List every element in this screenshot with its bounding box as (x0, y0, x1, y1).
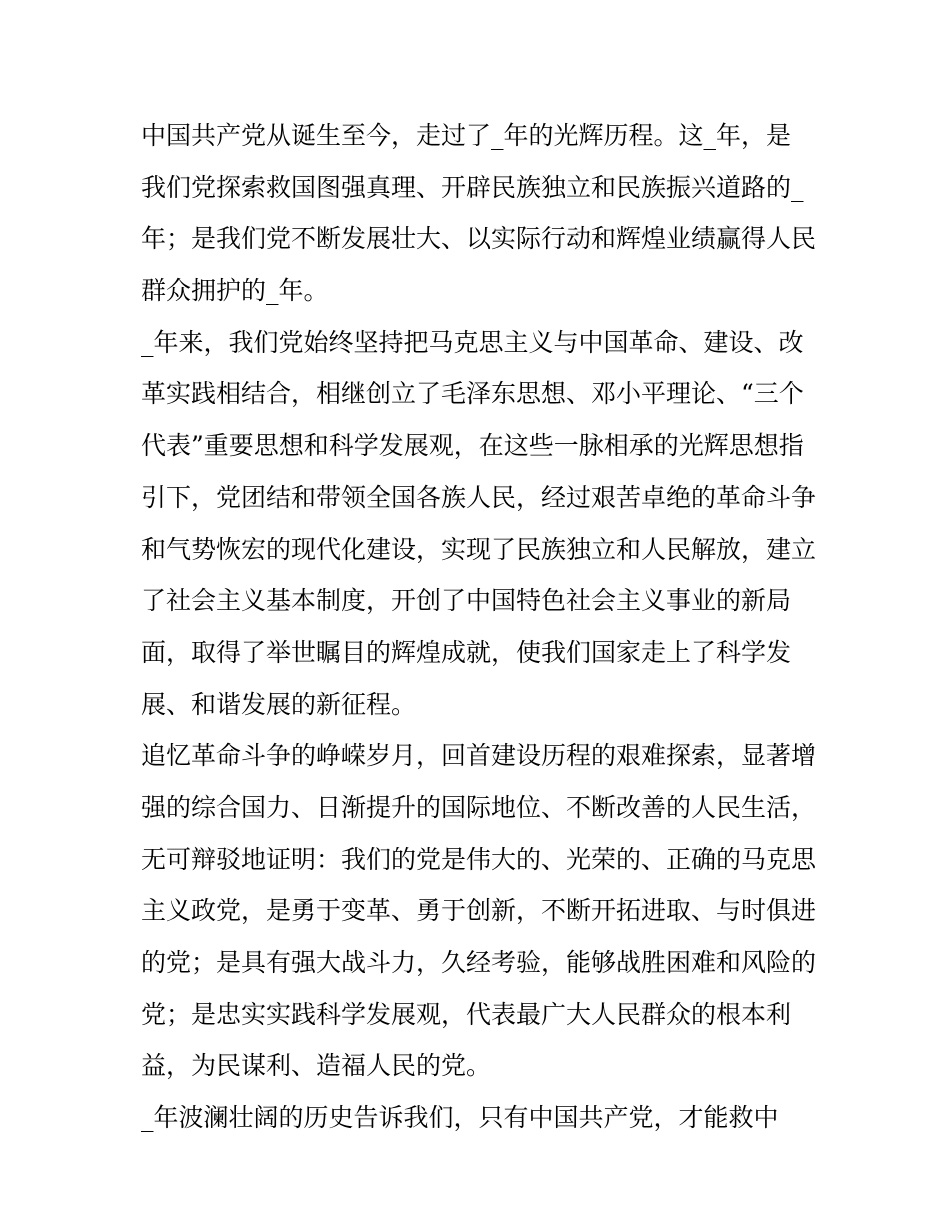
paragraph-2 (141, 317, 821, 731)
paragraph-line: _年来，我们党始终坚持把马克思主义与中国革命、建设、改 (141, 327, 804, 357)
paragraph-4 (141, 1092, 821, 1144)
paragraph-line: 我们党探索救国图强真理、开辟民族独立和民族振兴道路的_ (141, 172, 804, 202)
paragraph-line: 追忆革命斗争的峥嵘岁月，回首建设历程的艰难探索，显著增 (141, 741, 817, 771)
document-body (141, 110, 821, 1144)
paragraph-line: 无可辩驳地证明：我们的党是伟大的、光荣的、正确的马克思 (141, 844, 817, 874)
paragraph-line: 群众拥护的_年。 (141, 276, 329, 306)
paragraph-line: 中国共产党从诞生至今，走过了_年的光辉历程。这_年，是 (141, 121, 792, 150)
paragraph-line: 面，取得了举世瞩目的辉煌成就，使我们国家走上了科学发 (141, 637, 792, 667)
paragraph-line: 的党；是具有强大战斗力，久经考验，能够战胜困难和风险的 (141, 948, 817, 977)
paragraph-3 (141, 730, 821, 1092)
paragraph-line: 和气势恢宏的现代化建设，实现了民族独立和人民解放，建立 (141, 534, 817, 564)
paragraph-line: 展、和谐发展的新征程。 (141, 689, 417, 719)
paragraph-line: 益，为民谋利、造福人民的党。 (141, 1051, 492, 1081)
paragraph-line: 引下，党团结和带领全国各族人民，经过艰苦卓绝的革命斗争 (141, 482, 817, 512)
paragraph-line: 党；是忠实实践科学发展观，代表最广大人民群众的根本利 (141, 999, 792, 1029)
paragraph-line: 了社会主义基本制度，开创了中国特色社会主义事业的新局 (141, 586, 792, 616)
paragraph-line: 主义政党，是勇于变革、勇于创新，不断开拓进取、与时俱进 (141, 896, 817, 926)
paragraph-line: 年；是我们党不断发展壮大、以实际行动和辉煌业绩赢得人民 (141, 224, 817, 254)
paragraph-line: _年波澜壮阔的历史告诉我们，只有中国共产党，才能救中 (141, 1103, 779, 1133)
paragraph-line: 代表”重要思想和科学发展观，在这些一脉相承的光辉思想指 (141, 431, 804, 461)
paragraph-line: 革实践相结合，相继创立了毛泽东思想、邓小平理论、“三个 (141, 379, 804, 409)
paragraph-1 (141, 110, 821, 317)
paragraph-line: 强的综合国力、日渐提升的国际地位、不断改善的人民生活， (141, 792, 817, 822)
